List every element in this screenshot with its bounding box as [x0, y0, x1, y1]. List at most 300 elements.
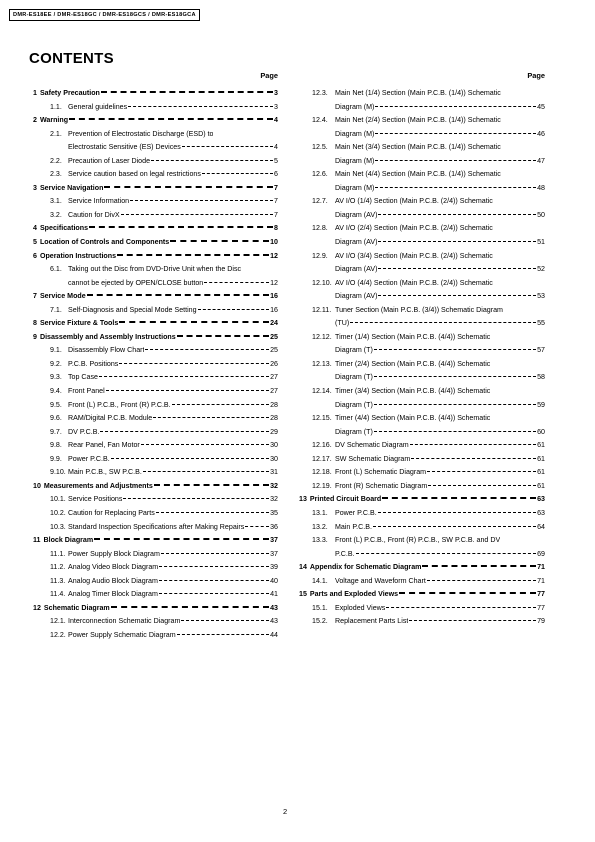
toc-entry-page: 28	[270, 400, 278, 409]
toc-entry[interactable]	[30, 222, 278, 236]
toc-entry[interactable]	[30, 304, 278, 318]
toc-entry-title: Power Supply Schematic Diagram	[68, 630, 176, 639]
dot-leader	[159, 593, 269, 594]
dot-leader	[87, 294, 269, 296]
toc-entry-page: 61	[537, 481, 545, 490]
dot-leader	[141, 444, 269, 445]
toc-entry-page: 12	[270, 278, 278, 287]
toc-entry-title: Service Fixture & Tools	[39, 319, 119, 328]
toc-entry[interactable]	[30, 182, 278, 196]
toc-entry[interactable]	[297, 236, 545, 250]
toc-entry-title: Analog Audio Block Diagram	[68, 576, 158, 585]
toc-entry-title: cannot be ejected by OPEN/CLOSE button	[68, 278, 204, 287]
dot-leader	[375, 106, 536, 107]
toc-entry-page: 8	[274, 224, 278, 233]
toc-entry-title: Main Net (2/4) Section (Main P.C.B. (1/4)) Schematic	[335, 116, 501, 125]
toc-entry-title: (TU)	[335, 319, 350, 328]
toc-entry[interactable]	[297, 426, 545, 440]
toc-entry-number: 10.3.	[50, 522, 66, 531]
toc-entry-page: 4	[274, 143, 278, 152]
dot-leader	[202, 173, 273, 174]
toc-entry-page: 6	[274, 170, 278, 179]
dot-leader	[143, 471, 269, 472]
toc-entry[interactable]	[30, 439, 278, 453]
toc-entry-page: 26	[270, 359, 278, 368]
toc-entry-page: 7	[274, 197, 278, 206]
toc-entry-title: Timer (3/4) Section (Main P.C.B. (4/4)) Schematic	[335, 387, 491, 396]
toc-entry-page: 7	[274, 183, 278, 192]
page-column-header: Page	[260, 71, 278, 80]
dot-leader	[89, 226, 273, 228]
dot-leader	[378, 512, 536, 513]
toc-entry[interactable]	[297, 195, 545, 209]
toc-entry-title: Main Net (4/4) Section (Main P.C.B. (1/4)) Schematic	[335, 170, 501, 179]
toc-entry-number: 12.5.	[312, 143, 328, 152]
toc-entry[interactable]	[297, 128, 545, 142]
toc-entry-page: 45	[537, 102, 545, 111]
toc-entry-page: 52	[537, 265, 545, 274]
dot-leader	[99, 376, 269, 377]
toc-entry-title: Safety Precaution	[39, 89, 100, 97]
dot-leader	[245, 526, 269, 527]
dot-leader	[94, 538, 269, 540]
toc-entry[interactable]	[30, 195, 278, 209]
toc-entry-number: 12.11.	[312, 305, 332, 314]
toc-entry-title: Diagram (AV)	[335, 210, 378, 219]
toc-entry-page: 4	[274, 116, 278, 125]
toc-entry-number: 11.3.	[50, 576, 66, 585]
dot-leader	[386, 607, 536, 608]
toc-entry[interactable]	[297, 534, 545, 548]
toc-entry[interactable]	[30, 629, 278, 643]
dot-leader	[104, 186, 273, 188]
toc-entry[interactable]	[297, 331, 545, 345]
toc-entry-title: Block Diagram	[43, 536, 94, 545]
toc-entry-page: 51	[537, 238, 545, 247]
dot-leader	[375, 133, 536, 134]
toc-entry[interactable]	[297, 493, 545, 507]
toc-entry[interactable]	[297, 114, 545, 128]
toc-entry-title: AV I/O (3/4) Section (Main P.C.B. (2/4)) Schematic	[335, 251, 493, 260]
toc-entry-title: Timer (4/4) Section (Main P.C.B. (4/4)) Schematic	[335, 414, 491, 423]
toc-entry-title: Main Net (1/4) Section (Main P.C.B. (1/4)) Schematic	[335, 89, 501, 97]
dot-leader	[123, 498, 269, 499]
toc-entry[interactable]	[30, 602, 278, 616]
toc-entry-number: 7	[33, 292, 37, 301]
dot-leader	[111, 458, 269, 459]
toc-entry[interactable]	[297, 168, 545, 182]
toc-entry[interactable]	[297, 304, 545, 318]
toc-entry-page: 61	[537, 468, 545, 477]
toc-entry-page: 10	[270, 238, 278, 247]
toc-entry-title: P.C.B.	[335, 549, 355, 558]
toc-entry-number: 2	[33, 116, 37, 125]
dot-leader	[373, 526, 536, 527]
toc-entry[interactable]	[30, 466, 278, 480]
toc-entry-page: 60	[537, 427, 545, 436]
dot-leader	[159, 566, 269, 567]
toc-entry[interactable]	[297, 290, 545, 304]
dot-leader	[111, 606, 269, 608]
dot-leader	[356, 553, 537, 554]
toc-entry[interactable]	[30, 155, 278, 169]
toc-entry-title: Analog Video Block Diagram	[68, 563, 159, 572]
toc-entry-title: Replacement Parts List	[335, 617, 409, 626]
toc-entry-number: 11.4.	[50, 590, 66, 599]
dot-leader	[411, 458, 536, 459]
toc-entry-number: 14.1.	[312, 576, 328, 585]
toc-entry-title: SW Schematic Diagram	[335, 454, 411, 463]
toc-entry-page: 32	[270, 495, 278, 504]
toc-entry-title: Prevention of Electrostatic Discharge (ESD) to	[68, 129, 214, 138]
toc-entry[interactable]	[30, 290, 278, 304]
toc-entry-title: Analog Timer Block Diagram	[68, 590, 158, 599]
toc-entry-number: 6	[33, 251, 37, 260]
toc-entry-page: 50	[537, 210, 545, 219]
toc-entry[interactable]	[297, 358, 545, 372]
toc-entry[interactable]	[297, 101, 545, 115]
toc-entry-page: 71	[537, 563, 545, 572]
toc-entry-number: 12.3.	[312, 89, 328, 97]
toc-entry-number: 10.2.	[50, 508, 66, 517]
toc-entry[interactable]	[297, 344, 545, 358]
toc-entry-number: 9.10.	[50, 468, 66, 477]
dot-leader	[177, 335, 269, 337]
toc-entry[interactable]	[297, 317, 545, 331]
toc-entry[interactable]	[297, 453, 545, 467]
toc-entry-page: 77	[537, 603, 545, 612]
toc-entry[interactable]	[297, 412, 545, 426]
toc-entry-page: 77	[537, 590, 545, 599]
toc-entry[interactable]	[297, 548, 545, 562]
toc-entry-title: Service Mode	[39, 292, 86, 301]
toc-entry-title: Front (L) P.C.B., Front (R) P.C.B.	[68, 400, 171, 409]
dot-leader	[145, 349, 269, 350]
toc-entry[interactable]	[297, 277, 545, 291]
toc-entry-page: 35	[270, 508, 278, 517]
toc-entry[interactable]	[297, 385, 545, 399]
dot-leader	[422, 565, 536, 567]
toc-entry-number: 11	[33, 536, 41, 545]
dot-leader	[374, 404, 536, 405]
dot-leader	[101, 91, 273, 93]
toc-entry-page: 27	[270, 373, 278, 382]
toc-entry[interactable]	[30, 236, 278, 250]
toc-entry-number: 12.9.	[312, 251, 328, 260]
dot-leader	[130, 200, 273, 201]
dot-leader	[100, 431, 269, 432]
toc-entry-number: 11.1.	[50, 549, 66, 558]
toc-entry-title: Diagram (M)	[335, 183, 375, 192]
toc-entry-number: 12.14.	[312, 387, 332, 396]
toc-list-left	[30, 87, 278, 642]
toc-entry[interactable]	[297, 466, 545, 480]
toc-entry-title: Caution for Replacing Parts	[68, 508, 155, 517]
toc-entry-title: Disassembly Flow Chart	[68, 346, 145, 355]
toc-entry[interactable]	[297, 399, 545, 413]
toc-entry-title: AV I/O (1/4) Section (Main P.C.B. (2/4)) Schematic	[335, 197, 493, 206]
toc-entry[interactable]	[297, 250, 545, 264]
toc-entry-title: Precaution of Laser Diode	[68, 156, 151, 165]
toc-list-right	[297, 87, 545, 629]
toc-entry-title: Disassembly and Assembly Instructions	[39, 332, 176, 341]
toc-entry[interactable]	[297, 561, 545, 575]
page-number: 2	[283, 807, 288, 816]
toc-entry[interactable]	[30, 250, 278, 264]
toc-entry[interactable]	[30, 371, 278, 385]
toc-entry[interactable]	[30, 426, 278, 440]
toc-entry[interactable]	[30, 87, 278, 101]
toc-entry[interactable]	[297, 439, 545, 453]
toc-entry[interactable]	[297, 615, 545, 629]
toc-entry-page: 25	[270, 346, 278, 355]
toc-entry-title: DV P.C.B.	[68, 427, 100, 436]
toc-entry-page: 79	[537, 617, 545, 626]
dot-leader	[375, 187, 536, 188]
toc-entry-title: Printed Circuit Board	[309, 495, 382, 504]
toc-entry[interactable]	[30, 480, 278, 494]
toc-entry[interactable]	[297, 507, 545, 521]
toc-entry-page: 3	[274, 102, 278, 111]
dot-leader	[128, 106, 273, 107]
toc-entry[interactable]	[30, 507, 278, 521]
toc-entry[interactable]	[30, 114, 278, 128]
toc-entry[interactable]	[297, 602, 545, 616]
toc-entry-number: 14	[299, 563, 307, 572]
dot-leader	[378, 295, 536, 296]
toc-column-left	[30, 70, 278, 642]
toc-entry-number: 2.2.	[50, 156, 62, 165]
toc-entry-title: Service Navigation	[39, 183, 104, 192]
toc-entry-title: Main Net (3/4) Section (Main P.C.B. (1/4)) Schematic	[335, 143, 501, 152]
toc-entry[interactable]	[30, 399, 278, 413]
toc-entry[interactable]	[297, 521, 545, 535]
toc-entry-title: Standard Inspection Specifications after Making Repairs	[68, 522, 245, 531]
toc-entry[interactable]	[30, 493, 278, 507]
dot-leader	[350, 322, 536, 323]
toc-entry[interactable]	[30, 358, 278, 372]
toc-entry-page: 27	[270, 387, 278, 396]
toc-entry-title: Top Case	[68, 373, 98, 382]
dot-leader	[374, 376, 536, 377]
toc-entry-title: Interconnection Schematic Diagram	[68, 617, 181, 626]
toc-entry-title: Diagram (AV)	[335, 265, 378, 274]
toc-entry-title: Rear Panel, Fan Motor	[68, 441, 140, 450]
toc-entry-title: RAM/Digital P.C.B. Module	[68, 414, 153, 423]
toc-entry-number: 12.16.	[312, 441, 332, 450]
toc-entry-number: 7.1.	[50, 305, 62, 314]
toc-entry-page: 44	[270, 630, 278, 639]
toc-entry-title: Front (R) Schematic Diagram	[335, 481, 428, 490]
toc-entry[interactable]	[30, 385, 278, 399]
toc-entry-page: 69	[537, 549, 545, 558]
toc-entry[interactable]	[30, 317, 278, 331]
toc-entry[interactable]	[297, 222, 545, 236]
toc-entry-title: DV Schematic Diagram	[335, 441, 409, 450]
toc-entry-number: 12.12.	[312, 332, 332, 341]
toc-entry-page: 57	[537, 346, 545, 355]
page-column-header: Page	[527, 71, 545, 80]
dot-leader	[182, 146, 273, 147]
toc-entry-number: 3	[33, 183, 37, 192]
toc-entry[interactable]	[30, 168, 278, 182]
dot-leader	[378, 268, 536, 269]
toc-entry[interactable]	[297, 209, 545, 223]
toc-entry-page: 5	[274, 156, 278, 165]
toc-entry-number: 12.19.	[312, 481, 332, 490]
toc-entry-number: 6.1.	[50, 265, 62, 274]
dot-leader	[410, 444, 536, 445]
toc-entry[interactable]	[30, 412, 278, 426]
toc-entry-title: Diagram (M)	[335, 129, 375, 138]
toc-entry-number: 12.8.	[312, 224, 328, 233]
toc-entry[interactable]	[30, 344, 278, 358]
toc-entry-title: Exploded Views	[335, 603, 386, 612]
toc-entry-title: Power P.C.B.	[68, 454, 110, 463]
toc-entry[interactable]	[30, 561, 278, 575]
toc-entry-title: Front Panel	[68, 387, 105, 396]
toc-entry[interactable]	[30, 453, 278, 467]
dot-leader	[375, 160, 536, 161]
toc-entry-title: Appendix for Schematic Diagram	[309, 563, 422, 572]
toc-entry-title: Electrostatic Sensitive (ES) Devices	[68, 143, 181, 152]
toc-entry-page: 58	[537, 373, 545, 382]
toc-entry-page: 30	[270, 454, 278, 463]
toc-entry-number: 9.7.	[50, 427, 62, 436]
toc-entry-page: 16	[270, 305, 278, 314]
toc-entry[interactable]	[30, 615, 278, 629]
toc-entry[interactable]	[297, 263, 545, 277]
toc-entry-number: 9.2.	[50, 359, 62, 368]
toc-entry[interactable]	[30, 263, 278, 277]
toc-entry-page: 46	[537, 129, 545, 138]
toc-entry[interactable]	[30, 588, 278, 602]
toc-entry-title: Specifications	[39, 224, 89, 233]
toc-entry-title: AV I/O (2/4) Section (Main P.C.B. (2/4)) Schematic	[335, 224, 493, 233]
dot-leader	[378, 241, 536, 242]
toc-entry-number: 1.1.	[50, 102, 62, 111]
toc-entry-title: Service Information	[68, 197, 130, 206]
toc-entry[interactable]	[30, 277, 278, 291]
toc-entry-number: 12.1.	[50, 617, 66, 626]
toc-entry-number: 15.1.	[312, 603, 328, 612]
toc-entry-title: Caution for DivX	[68, 210, 120, 219]
toc-entry-page: 53	[537, 292, 545, 301]
toc-entry-title: Power Supply Block Diagram	[68, 549, 160, 558]
toc-entry-number: 12.17.	[312, 454, 332, 463]
toc-entry-number: 3.2.	[50, 210, 62, 219]
dot-leader	[161, 553, 269, 554]
toc-entry-title: Parts and Exploded Views	[309, 590, 399, 599]
toc-entry-title: Diagram (AV)	[335, 292, 378, 301]
toc-entry-page: 41	[270, 590, 278, 599]
toc-entry[interactable]	[30, 575, 278, 589]
toc-entry-number: 8	[33, 319, 37, 328]
toc-entry-page: 59	[537, 400, 545, 409]
toc-entry-number: 9	[33, 332, 37, 341]
toc-entry-title: Diagram (T)	[335, 400, 373, 409]
dot-leader	[427, 471, 536, 472]
toc-entry-number: 12.13.	[312, 359, 332, 368]
toc-entry-number: 9.3.	[50, 373, 62, 382]
toc-entry-title: AV I/O (4/4) Section (Main P.C.B. (2/4)) Schematic	[335, 278, 493, 287]
toc-entry-title: Service caution based on legal restrictions	[68, 170, 201, 179]
toc-entry[interactable]	[30, 141, 278, 155]
toc-entry[interactable]	[297, 588, 545, 602]
toc-entry-page: 37	[270, 536, 278, 545]
toc-entry-page: 71	[537, 576, 545, 585]
toc-entry[interactable]	[30, 534, 278, 548]
toc-entry-title: Diagram (AV)	[335, 238, 378, 247]
toc-entry-page: 48	[537, 183, 545, 192]
dot-leader	[69, 118, 273, 120]
toc-entry[interactable]	[297, 141, 545, 155]
toc-entry-page: 12	[270, 251, 278, 260]
dot-leader	[170, 240, 269, 242]
toc-entry-title: Diagram (T)	[335, 427, 373, 436]
toc-entry-title: Timer (2/4) Section (Main P.C.B. (4/4)) Schematic	[335, 359, 491, 368]
toc-entry-title: P.C.B. Positions	[68, 359, 119, 368]
toc-entry[interactable]	[297, 182, 545, 196]
toc-entry-page: 61	[537, 454, 545, 463]
toc-entry-number: 13.3.	[312, 536, 328, 545]
toc-entry[interactable]	[30, 128, 278, 142]
dot-leader	[119, 321, 269, 323]
dot-leader	[159, 580, 269, 581]
toc-entry[interactable]	[297, 480, 545, 494]
toc-entry-title: Diagram (M)	[335, 102, 375, 111]
dot-leader	[399, 592, 536, 594]
model-label: DMR-ES18EE / DMR-ES18GC / DMR-ES18GCS / DMR-ES18GCA	[9, 9, 200, 21]
toc-entry-page: 43	[270, 617, 278, 626]
toc-entry-page: 64	[537, 522, 545, 531]
toc-entry-page: 32	[270, 481, 278, 490]
toc-entry-number: 12.2.	[50, 630, 66, 639]
toc-entry-page: 25	[270, 332, 278, 341]
toc-entry-title: Service Positions	[68, 495, 123, 504]
dot-leader	[374, 349, 536, 350]
toc-entry-number: 9.1.	[50, 346, 62, 355]
dot-leader	[172, 404, 269, 405]
toc-entry[interactable]	[30, 331, 278, 345]
dot-leader	[427, 580, 536, 581]
toc-entry-title: Main P.C.B.	[335, 522, 372, 531]
toc-entry[interactable]	[30, 209, 278, 223]
toc-entry-title: General guidelines	[68, 102, 128, 111]
toc-entry-title: Front (L) Schematic Diagram	[335, 468, 427, 477]
toc-entry[interactable]	[297, 371, 545, 385]
toc-entry[interactable]	[297, 87, 545, 101]
toc-entry[interactable]	[297, 155, 545, 169]
toc-entry[interactable]	[30, 548, 278, 562]
dot-leader	[198, 309, 270, 310]
toc-entry-page: 43	[270, 603, 278, 612]
toc-entry-page: 37	[270, 549, 278, 558]
toc-entry-title: Schematic Diagram	[43, 603, 110, 612]
toc-entry-title: Measurements and Adjustments	[43, 481, 153, 490]
toc-entry[interactable]	[297, 575, 545, 589]
toc-entry-number: 10	[33, 481, 41, 490]
toc-entry-number: 15	[299, 590, 307, 599]
toc-entry[interactable]	[30, 101, 278, 115]
dot-leader	[156, 512, 269, 513]
dot-leader	[204, 282, 269, 283]
dot-leader	[106, 390, 269, 391]
toc-entry[interactable]	[30, 521, 278, 535]
dot-leader	[378, 214, 536, 215]
toc-entry-number: 12.18.	[312, 468, 332, 477]
toc-entry-title: Tuner Section (Main P.C.B. (3/4)) Schematic Diagram	[335, 305, 503, 314]
